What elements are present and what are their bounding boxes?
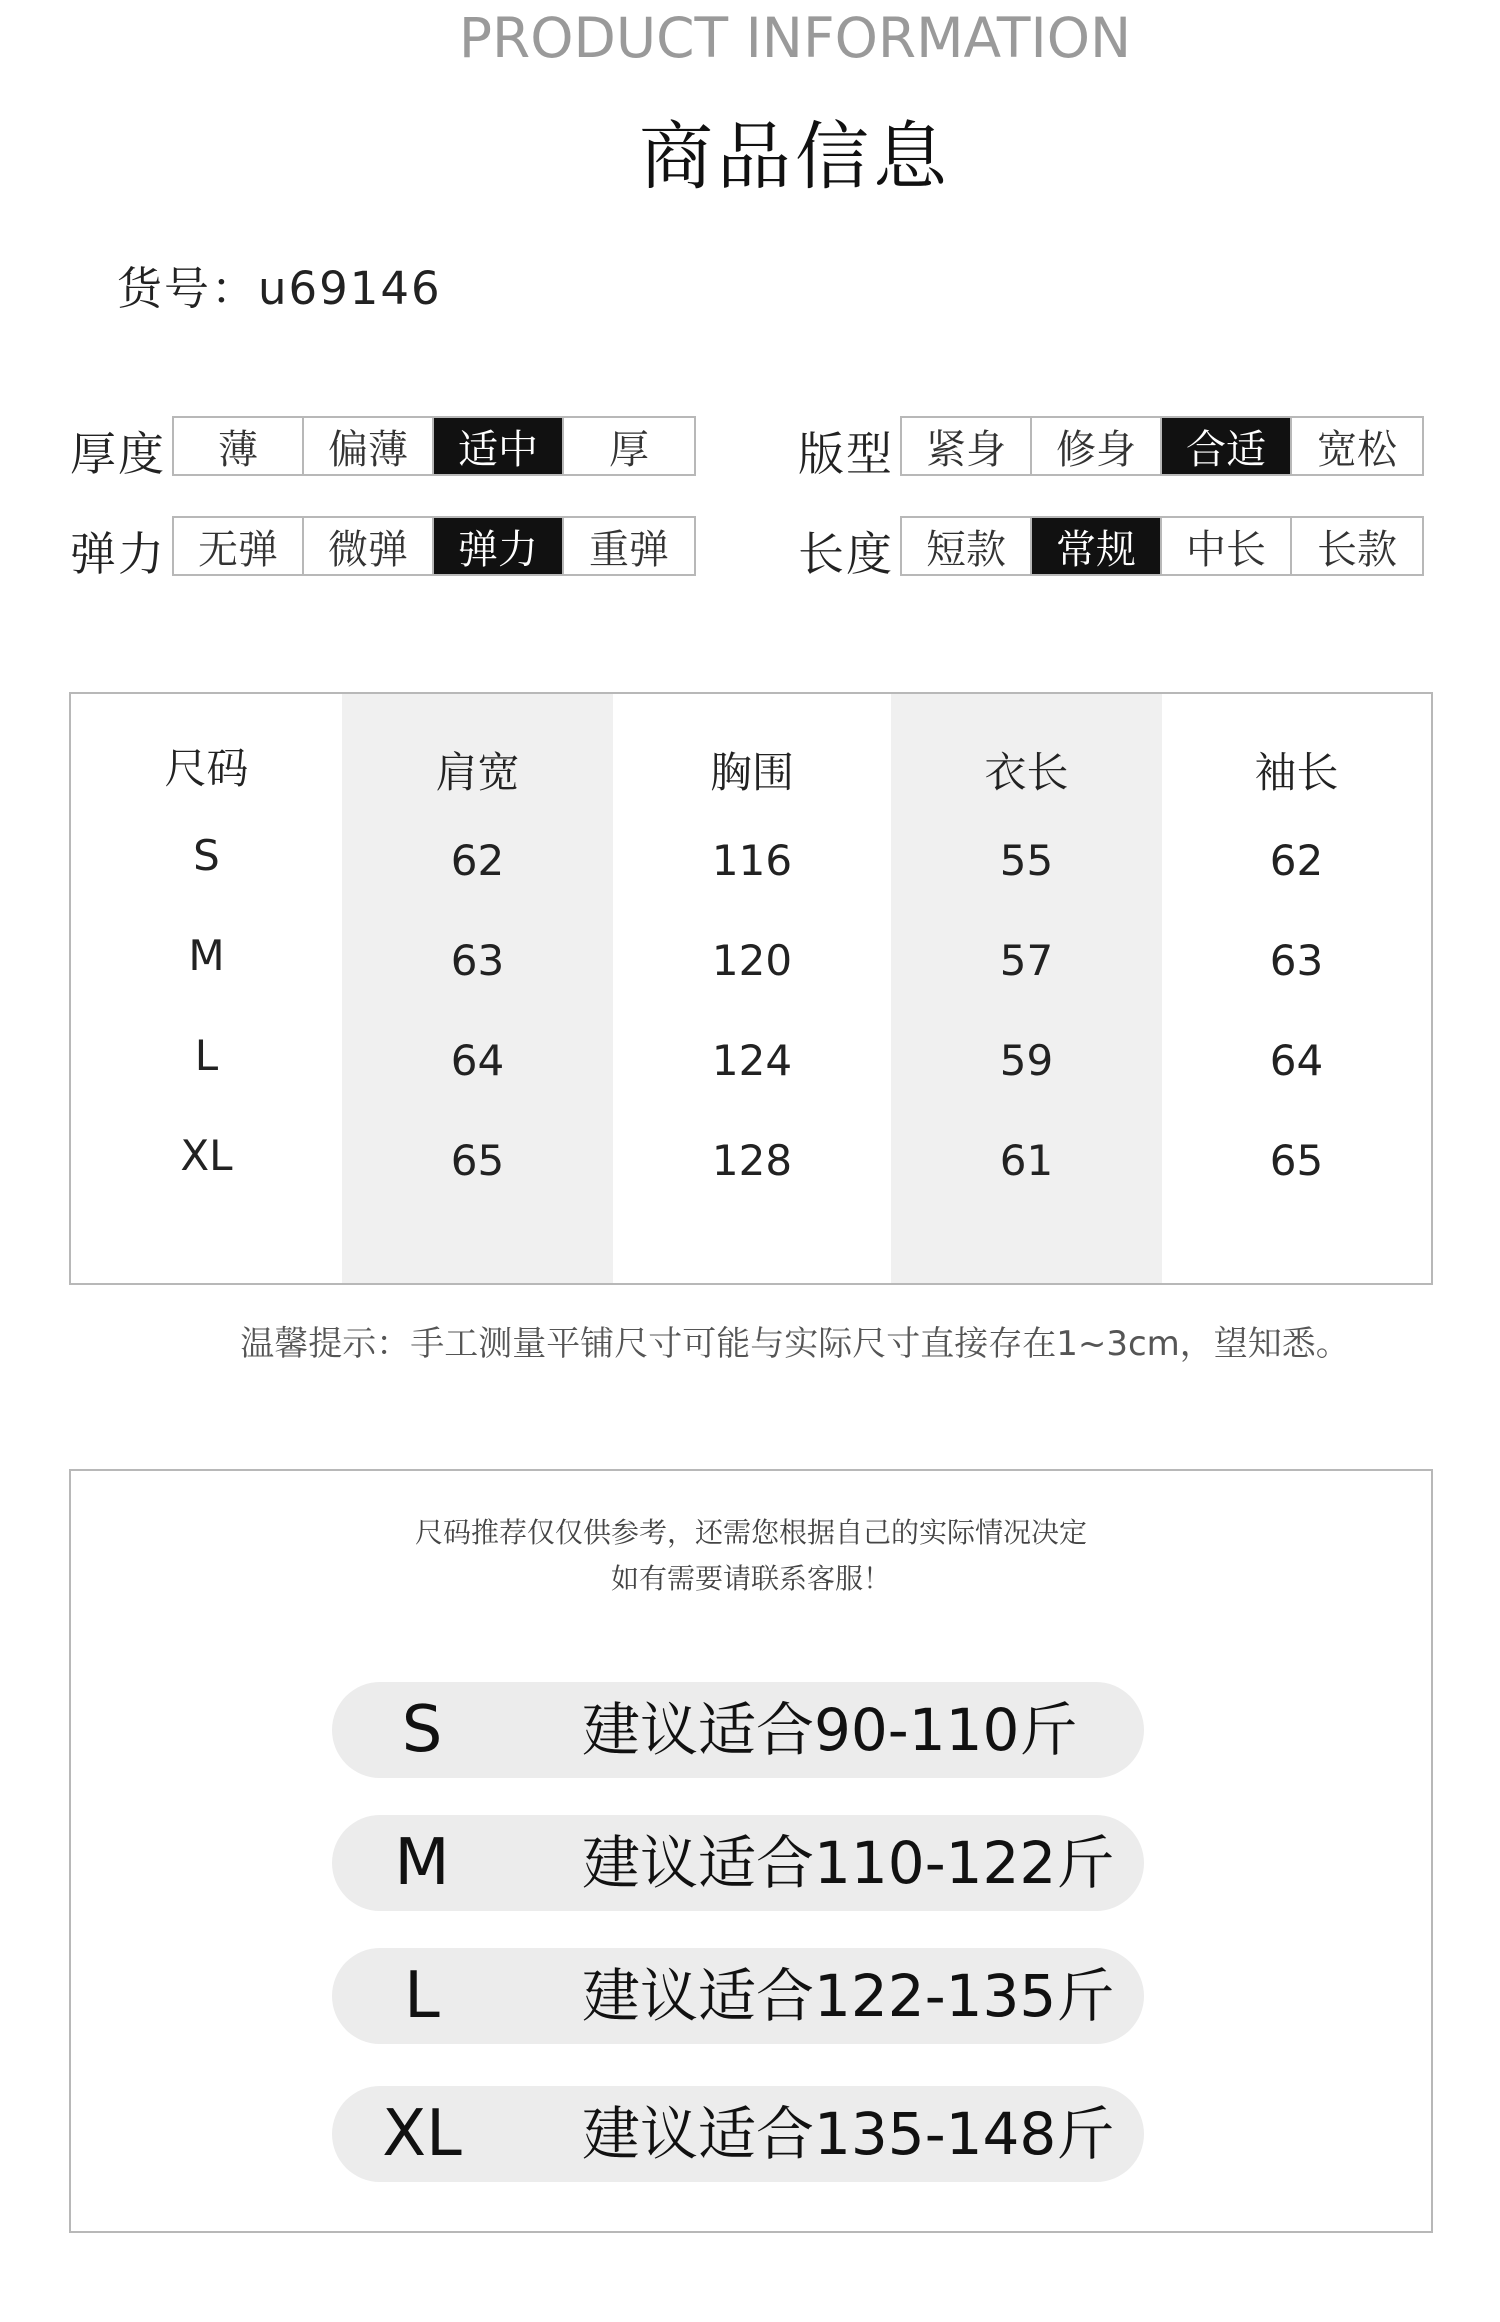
length-column bbox=[891, 694, 1162, 1283]
section-title-english: PRODUCT INFORMATION bbox=[458, 6, 1132, 70]
table-cell: 62 bbox=[1269, 836, 1324, 885]
recommendation-contact-note: 如有需要请联系客服！ bbox=[610, 1562, 891, 1595]
fit-option-regular: 合适 bbox=[1162, 418, 1292, 474]
recommendation-size: L bbox=[404, 1959, 440, 2033]
thickness-option-thick: 厚 bbox=[609, 426, 649, 473]
sku-number: 货号：u69146 bbox=[117, 262, 442, 315]
table-header-chest: 胸围 bbox=[709, 748, 794, 797]
table-header-sleeve: 袖长 bbox=[1254, 748, 1339, 797]
table-header-shoulder: 肩宽 bbox=[435, 748, 520, 797]
recommendation-row bbox=[332, 1815, 1144, 1911]
table-cell: 128 bbox=[711, 1136, 793, 1185]
fit-options bbox=[900, 416, 1424, 476]
elasticity-option-heavy: 重弹 bbox=[589, 526, 669, 573]
thickness-option-thin: 薄 bbox=[174, 418, 304, 474]
recommendation-row bbox=[332, 2086, 1144, 2182]
table-cell: 116 bbox=[711, 836, 793, 885]
table-header-size: 尺码 bbox=[164, 744, 249, 793]
thickness-label: 厚度 bbox=[70, 427, 166, 481]
fit-option-slim: 修身 bbox=[1032, 418, 1162, 474]
table-cell: L bbox=[194, 1031, 219, 1080]
table-cell: 63 bbox=[450, 936, 505, 985]
table-cell: 59 bbox=[999, 1036, 1054, 1085]
thickness-options bbox=[172, 416, 696, 476]
table-cell: 120 bbox=[711, 936, 793, 985]
recommendation-size: M bbox=[394, 1826, 450, 1900]
table-cell: 64 bbox=[1269, 1036, 1324, 1085]
table-cell: 65 bbox=[1269, 1136, 1324, 1185]
elasticity-label: 弹力 bbox=[70, 527, 166, 581]
size-recommendation bbox=[69, 1469, 1433, 2233]
table-cell: 64 bbox=[450, 1036, 505, 1085]
table-cell: 55 bbox=[999, 836, 1054, 885]
fit-option-tight: 紧身 bbox=[902, 418, 1032, 474]
length-option-short: 短款 bbox=[902, 518, 1032, 574]
length-options bbox=[900, 516, 1424, 576]
elasticity-option-slight: 微弹 bbox=[304, 518, 434, 574]
length-option-mid: 中长 bbox=[1162, 518, 1292, 574]
table-cell: 124 bbox=[711, 1036, 793, 1085]
table-cell: 63 bbox=[1269, 936, 1324, 985]
length-option-long: 长款 bbox=[1317, 526, 1397, 573]
elasticity-option-stretch: 弹力 bbox=[434, 518, 564, 574]
table-cell: M bbox=[188, 931, 225, 980]
table-cell: 57 bbox=[999, 936, 1054, 985]
recommendation-weight: 建议适合110-122斤 bbox=[582, 1829, 1115, 1897]
recommendation-row bbox=[332, 1682, 1144, 1778]
table-cell: S bbox=[193, 831, 220, 880]
table-cell: 61 bbox=[999, 1136, 1054, 1185]
recommendation-size: XL bbox=[382, 2097, 462, 2171]
thickness-option-slightly-thin: 偏薄 bbox=[304, 418, 434, 474]
length-option-regular: 常规 bbox=[1032, 518, 1162, 574]
thickness-option-medium: 适中 bbox=[434, 418, 564, 474]
recommendation-weight: 建议适合122-135斤 bbox=[582, 1962, 1115, 2030]
table-cell: XL bbox=[180, 1131, 233, 1180]
chest-column bbox=[613, 694, 891, 1283]
table-header-length: 衣长 bbox=[984, 748, 1069, 797]
table-cell: 65 bbox=[450, 1136, 505, 1185]
table-cell: 62 bbox=[450, 836, 505, 885]
fit-option-loose: 宽松 bbox=[1317, 426, 1397, 473]
section-title-chinese: 商品信息 bbox=[639, 114, 951, 200]
recommendation-note: 尺码推荐仅仅供参考，还需您根据自己的实际情况决定 bbox=[414, 1516, 1087, 1549]
recommendation-row bbox=[332, 1948, 1144, 2044]
elasticity-option-none: 无弹 bbox=[174, 518, 304, 574]
recommendation-weight: 建议适合135-148斤 bbox=[582, 2100, 1115, 2168]
measurement-tip: 温馨提示：手工测量平铺尺寸可能与实际尺寸直接存在1~3cm，望知悉。 bbox=[240, 1324, 1350, 1364]
length-label: 长度 bbox=[798, 527, 894, 581]
size-column bbox=[71, 694, 342, 1283]
fit-label: 版型 bbox=[798, 427, 894, 481]
sleeve-column bbox=[1162, 694, 1431, 1283]
recommendation-size: S bbox=[401, 1693, 443, 1767]
recommendation-weight: 建议适合90-110斤 bbox=[582, 1696, 1078, 1764]
shoulder-column bbox=[342, 694, 613, 1283]
elasticity-options bbox=[172, 516, 696, 576]
size-table bbox=[69, 692, 1433, 1285]
